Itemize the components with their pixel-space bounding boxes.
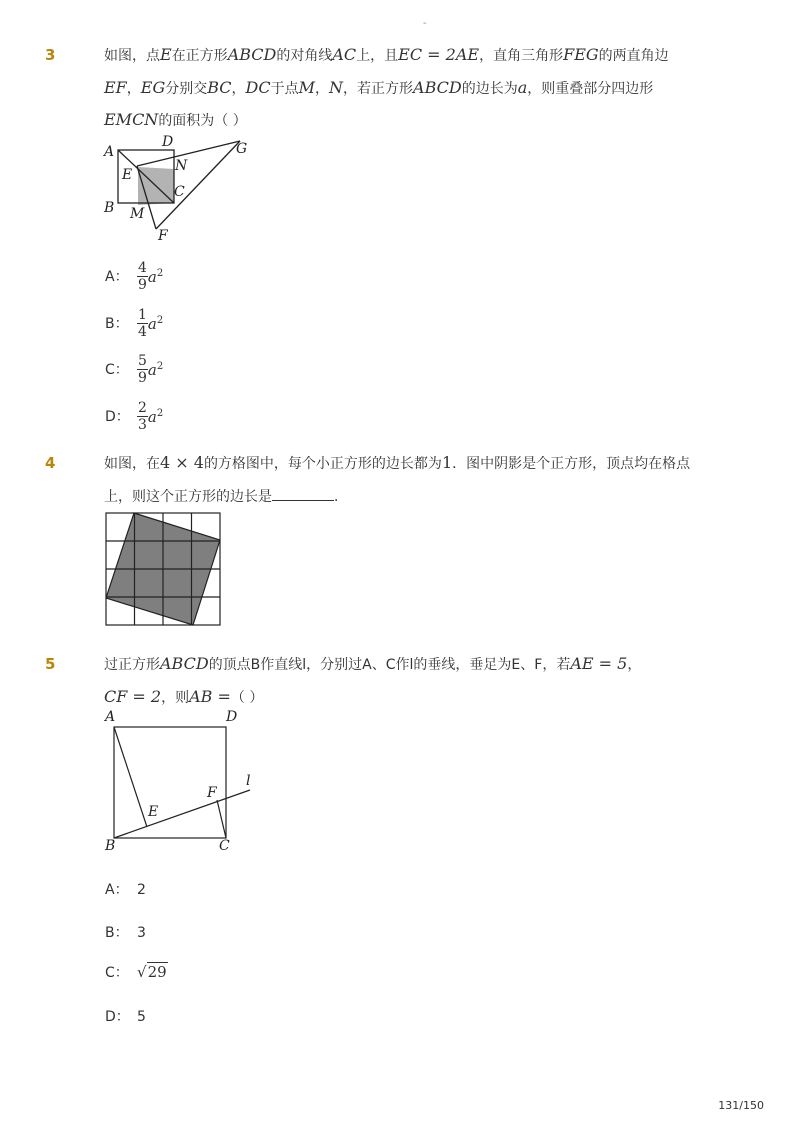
q3-text-line-1: 如图，点E在正方形ABCD的对角线AC上，且EC = 2AE，直角三角形FEG的两直角边 [104,45,669,64]
question-number-4: 4 [45,454,56,472]
q5-line-l [114,790,250,838]
q3-option-a[interactable]: A： $\frac{4}{9}$ $a^2$ [105,260,164,293]
q3-label-A: A [104,144,115,160]
q3-option-d[interactable]: D： $\frac{2}{3}$ $a^2$ [105,400,164,433]
q5-label-A: A [105,709,116,725]
q4-text-line-1: 如图，在4 × 4的方格图中，每个小正方形的边长都为1．图中阴影是个正方形，顶点均在格点 [104,453,691,472]
q5-option-b[interactable]: B： 3 [105,925,146,941]
q3-option-c[interactable]: C： $\frac{5}{9}$ $a^2$ [105,353,164,386]
page-number: 131/150 [718,1099,764,1112]
q3-text-line-2: EF，EG分别交BC，DC于点M，N，若正方形ABCD的边长为a，则重叠部分四边形 [104,78,654,97]
q3-option-b[interactable]: B： $\frac{1}{4}$ $a^2$ [105,307,164,340]
q3-label-E: E [122,167,133,183]
q3-option-d-fraction: $\frac{2}{3}$ [138,400,147,433]
q4-text-line-2: 上，则这个正方形的边长是 ． [104,489,348,505]
q5-text-line-1: 过正方形ABCD的顶点B作直线l，分别过A、C作l的垂线，垂足为E、F，若AE = 5， [104,654,642,673]
q3-label-M: M [130,206,145,222]
q5-label-B: B [105,838,116,854]
q3-label-D: D [162,134,174,150]
q5-text-line-2: CF = 2，则AB =（ ） [104,687,264,706]
header-mark: - [423,18,427,29]
q3-figure [100,133,260,245]
q4-answer-blank[interactable] [272,488,334,501]
q5-square [114,727,226,838]
q5-option-d[interactable]: D： 5 [105,1009,146,1025]
q3-text-line-3: EMCN的面积为（ ） [104,110,247,129]
q5-option-c[interactable]: C： √29 [105,963,167,981]
q3-option-b-fraction: $\frac{1}{4}$ [138,307,147,340]
q5-option-a[interactable]: A： 2 [105,882,146,898]
question-number-3: 3 [45,46,56,64]
q4-grid-figure [104,511,224,629]
q3-label-N: N [175,158,188,174]
q5-label-F: F [207,785,217,801]
q5-label-C: C [219,838,230,854]
q5-figure [100,707,260,859]
q5-label-D: D [226,709,238,725]
q4-grid-lines [106,513,220,625]
q3-label-B: B [104,200,115,216]
q5-perp-cf [217,800,226,838]
q5-perp-ae [114,727,147,827]
q5-label-E: E [148,804,159,820]
q3-label-C: C [174,184,185,200]
q3-leg-eg [137,141,240,166]
q3-label-F: F [158,228,168,244]
q5-label-l: l [246,773,251,789]
q3-option-c-fraction: $\frac{5}{9}$ [138,353,147,386]
q3-option-a-fraction: $\frac{4}{9}$ [138,260,147,293]
q3-label-G: G [236,141,248,157]
q5-option-c-sqrt: √29 [137,963,167,981]
question-number-5: 5 [45,655,56,673]
